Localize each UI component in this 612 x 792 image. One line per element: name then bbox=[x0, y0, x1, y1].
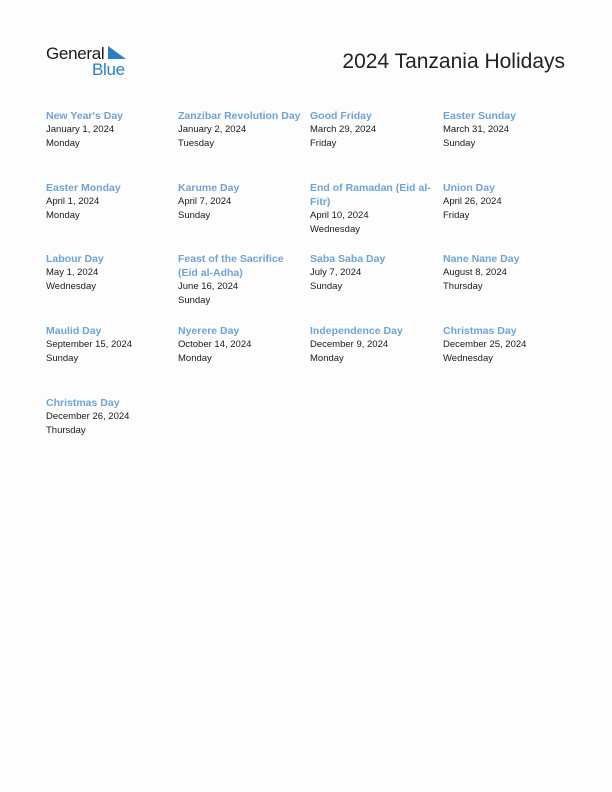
holiday-date: December 9, 2024 bbox=[310, 339, 389, 350]
holiday-name: Saba Saba Day bbox=[310, 253, 386, 265]
holiday-date: April 10, 2024 bbox=[310, 210, 369, 221]
holiday-name: Maulid Day bbox=[46, 325, 102, 337]
holiday-item bbox=[443, 252, 569, 293]
holiday-name: Union Day bbox=[443, 182, 495, 194]
holiday-item bbox=[443, 109, 569, 150]
holiday-item bbox=[310, 252, 436, 293]
holiday-name: Feast of the Sacrifice (Eid al-Adha) bbox=[178, 253, 284, 279]
holiday-weekday: Wednesday bbox=[310, 223, 360, 235]
holiday-date: August 8, 2024 bbox=[443, 267, 507, 278]
holiday-name: Karume Day bbox=[178, 182, 240, 194]
holiday-date: December 26, 2024 bbox=[46, 411, 130, 422]
holiday-name: Zanzibar Revolution Day bbox=[178, 110, 301, 122]
holiday-name: End of Ramadan (Eid al-Fitr) bbox=[310, 182, 431, 208]
holiday-date: March 29, 2024 bbox=[310, 124, 377, 135]
holiday-item bbox=[443, 181, 569, 222]
logo-word-blue: Blue bbox=[92, 60, 125, 79]
holiday-name: Nyerere Day bbox=[178, 325, 240, 337]
holiday-name: Christmas Day bbox=[443, 325, 517, 337]
holiday-weekday: Sunday bbox=[443, 137, 476, 149]
holiday-item bbox=[310, 109, 436, 150]
holiday-weekday: Sunday bbox=[178, 294, 211, 306]
holiday-item bbox=[310, 181, 436, 236]
holiday-item bbox=[310, 324, 436, 365]
holiday-weekday: Monday bbox=[46, 209, 80, 221]
holiday-item bbox=[46, 181, 172, 222]
holiday-weekday: Sunday bbox=[46, 352, 79, 364]
holiday-name: New Year's Day bbox=[46, 110, 124, 122]
holiday-name: Nane Nane Day bbox=[443, 253, 520, 265]
holiday-weekday: Wednesday bbox=[443, 352, 493, 364]
holiday-name: Christmas Day bbox=[46, 397, 120, 409]
holiday-date: January 1, 2024 bbox=[46, 124, 115, 135]
holiday-item bbox=[178, 181, 304, 222]
holiday-date: January 2, 2024 bbox=[178, 124, 247, 135]
holiday-date: March 31, 2024 bbox=[443, 124, 510, 135]
holiday-date: April 7, 2024 bbox=[178, 196, 232, 207]
logo-word-general: General bbox=[46, 44, 105, 63]
holiday-date: October 14, 2024 bbox=[178, 339, 252, 350]
holiday-name: Good Friday bbox=[310, 110, 372, 122]
holiday-weekday: Monday bbox=[310, 352, 344, 364]
holiday-date: December 25, 2024 bbox=[443, 339, 527, 350]
holiday-name: Labour Day bbox=[46, 253, 104, 265]
holiday-date: July 7, 2024 bbox=[310, 267, 362, 278]
holiday-item bbox=[46, 396, 172, 437]
holiday-weekday: Tuesday bbox=[178, 137, 215, 149]
holiday-weekday: Monday bbox=[178, 352, 212, 364]
holiday-item bbox=[443, 324, 569, 365]
holiday-item bbox=[46, 252, 172, 293]
holiday-item bbox=[46, 109, 172, 150]
holiday-date: June 16, 2024 bbox=[178, 281, 239, 292]
holiday-weekday: Thursday bbox=[46, 424, 86, 436]
holiday-weekday: Friday bbox=[310, 137, 337, 149]
holiday-item bbox=[178, 324, 304, 365]
holiday-weekday: Wednesday bbox=[46, 280, 96, 292]
holiday-item bbox=[46, 324, 172, 365]
holiday-item bbox=[178, 109, 304, 150]
holiday-date: September 15, 2024 bbox=[46, 339, 133, 350]
holiday-date: April 1, 2024 bbox=[46, 196, 100, 207]
holiday-weekday: Sunday bbox=[178, 209, 211, 221]
holiday-weekday: Friday bbox=[443, 209, 470, 221]
holiday-date: May 1, 2024 bbox=[46, 267, 99, 278]
holiday-name: Easter Monday bbox=[46, 182, 121, 194]
holiday-weekday: Monday bbox=[46, 137, 80, 149]
generalblue-logo bbox=[46, 44, 136, 80]
holiday-weekday: Sunday bbox=[310, 280, 343, 292]
holiday-weekday: Thursday bbox=[443, 280, 483, 292]
holiday-item bbox=[178, 252, 304, 307]
holiday-name: Independence Day bbox=[310, 325, 403, 337]
page-title: 2024 Tanzania Holidays bbox=[342, 50, 565, 73]
holiday-date: April 26, 2024 bbox=[443, 196, 502, 207]
holiday-name: Easter Sunday bbox=[443, 110, 516, 122]
